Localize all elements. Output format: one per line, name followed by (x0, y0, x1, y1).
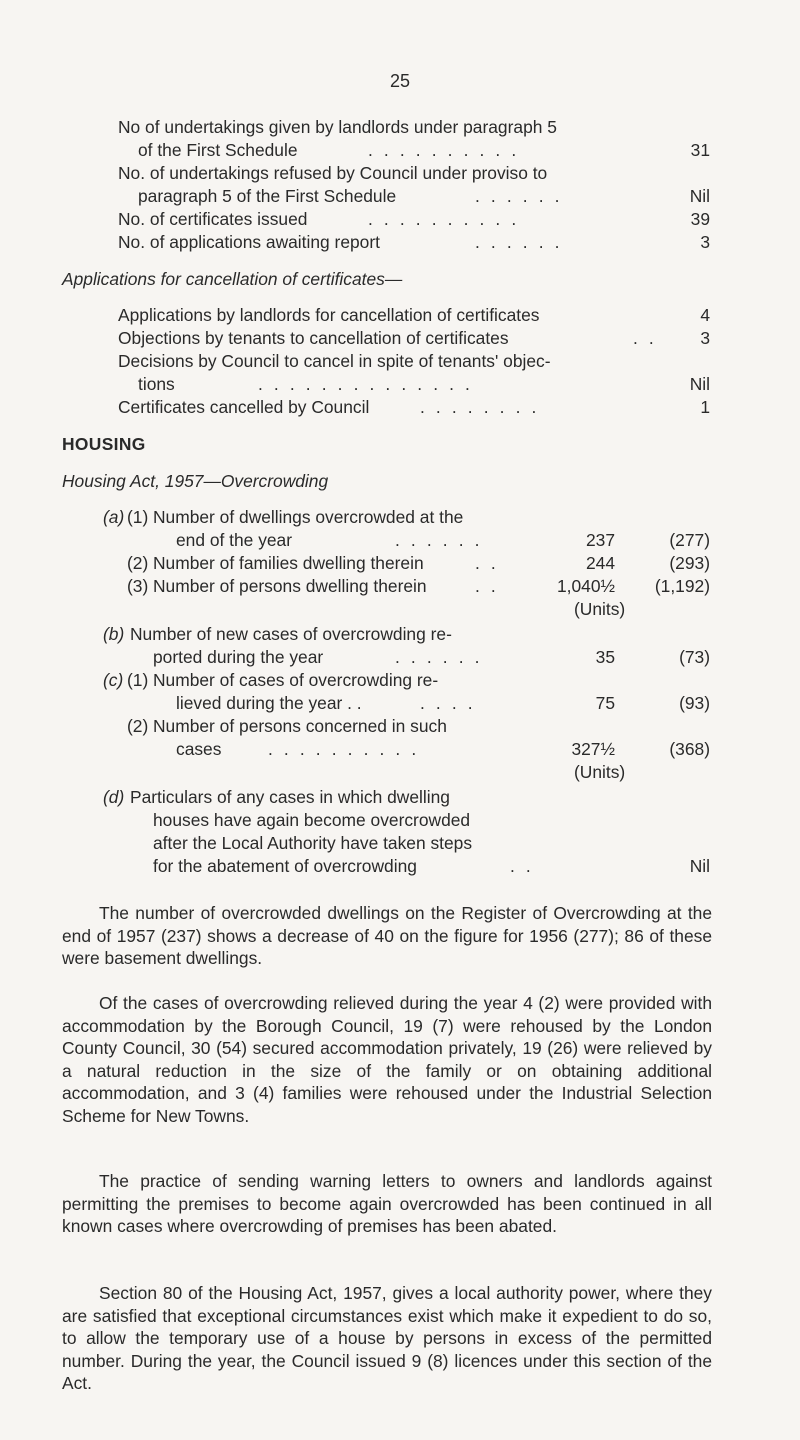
item-a1-value: 237 (585, 530, 615, 550)
paragraph: Section 80 of the Housing Act, 1957, gives a local authority power, where they are satisfied that exceptional circumstances exist which make it expedient to do so, to allow the temporary use of a house by persons in excess of the permitted number. During the year, the Council issued 9 (8) licences under this section of the Act. (62, 1283, 712, 1393)
item-c2-text-cont: cases (176, 739, 222, 759)
item-c1-number: (1) (127, 670, 149, 690)
undertakings-given-label-cont: of the First Schedule (138, 140, 298, 160)
cancellation-heading: Applications for cancellation of certificates— (62, 269, 403, 289)
housing-subheading: Housing Act, 1957—Overcrowding (62, 471, 329, 491)
item-b-label: (b) (103, 624, 125, 644)
applications-awaiting-label: No. of applications awaiting report (118, 232, 380, 252)
leader-dots: . . . . . . (395, 647, 483, 667)
leader-dots: . . (510, 856, 534, 876)
item-c2-value: 327½ (571, 739, 615, 759)
item-a1-label: Number of dwellings overcrowded at the (153, 507, 464, 527)
item-c-label: (c) (103, 670, 124, 690)
undertakings-given-value: 31 (690, 140, 710, 160)
leader-dots: . . (633, 328, 657, 348)
paragraph: The practice of sending warning letters to owners and landlords against permitting the premises to become again overcrowded has been continued in all known cases where overcrowding of premises has been abated. (62, 1171, 712, 1236)
item-a2-previous: (293) (669, 553, 710, 573)
item-c2-text: Number of persons concerned in such (153, 716, 447, 736)
item-a2-number: (2) (127, 553, 149, 573)
item-c1-value: 75 (595, 693, 615, 713)
item-a3-label: Number of persons dwelling therein (153, 576, 427, 596)
certificates-issued-label: No. of certificates issued (118, 209, 308, 229)
item-d-text-cont3: for the abatement of overcrowding (153, 856, 417, 876)
leader-dots: . . . . . . (395, 530, 483, 550)
tenant-objections-value: 3 (700, 328, 710, 348)
item-d-text-cont1: houses have again become overcrowded (153, 810, 471, 830)
tenant-objections-label: Objections by tenants to cancellation of certificates (118, 328, 509, 348)
leader-dots: . . . . (420, 693, 476, 713)
leader-dots: . . . . . . . . . . (368, 209, 520, 229)
certificates-cancelled-label: Certificates cancelled by Council (118, 397, 370, 417)
undertakings-given-label: No of undertakings given by landlords under paragraph 5 (118, 117, 557, 137)
item-a3-number: (3) (127, 576, 149, 596)
item-b-text-cont: ported during the year (153, 647, 324, 667)
certificates-issued-value: 39 (690, 209, 710, 229)
applications-awaiting-value: 3 (700, 232, 710, 252)
item-c1-text: Number of cases of overcrowding re- (153, 670, 439, 690)
cancel-applications-label: Applications by landlords for cancellation of certificates (118, 305, 540, 325)
leader-dots: . . . . . . . . . . (268, 739, 420, 759)
page-number: 25 (389, 71, 411, 91)
leader-dots: . . . . . . . . (420, 397, 540, 417)
undertakings-refused-label-cont: paragraph 5 of the First Schedule (138, 186, 397, 206)
paragraph: Of the cases of overcrowding relieved during the year 4 (2) were provided with accommodation by the Borough Council, 19 (7) were rehoused by the London County Council, 30 (54) secured accommodation privately, 19 (26) were relieved by a natural reduction in the size of the family or on obtaining additional accommodation, and 3 (4) families were rehoused under the Industrial Selection Scheme for New Towns. (62, 993, 712, 1126)
item-a1-number: (1) (127, 507, 149, 527)
item-b-previous: (73) (679, 647, 710, 667)
item-c1-previous: (93) (679, 693, 710, 713)
paragraph: The number of overcrowded dwellings on the Register of Overcrowding at the end of 1957 (237) shows a decrease of 40 on the figure for 1956 (277); 86 of these were basement dwellings. (62, 903, 712, 968)
leader-dots: . . . . . . (475, 186, 563, 206)
item-a1-label-cont: end of the year (176, 530, 293, 550)
item-c2-units: (Units) (574, 762, 626, 782)
council-decisions-label-cont: tions (138, 374, 175, 394)
item-a2-label: Number of families dwelling therein (153, 553, 424, 573)
undertakings-refused-value: Nil (689, 186, 710, 206)
item-d-value: Nil (689, 856, 710, 876)
housing-heading: HOUSING (62, 434, 146, 454)
undertakings-refused-label: No. of undertakings refused by Council under proviso to (118, 163, 548, 183)
item-b-value: 35 (595, 647, 615, 667)
council-decisions-value: Nil (689, 374, 710, 394)
item-c2-number: (2) (127, 716, 149, 736)
leader-dots: . . . . . . . . . . (368, 140, 520, 160)
item-a1-previous: (277) (669, 530, 710, 550)
item-c1-text-cont: lieved during the year . . (176, 693, 362, 713)
item-a3-previous: (1,192) (654, 576, 710, 596)
item-d-text-cont2: after the Local Authority have taken steps (153, 833, 473, 853)
cancel-applications-value: 4 (700, 305, 710, 325)
item-d-text: Particulars of any cases in which dwelling (130, 787, 450, 807)
leader-dots: . . . . . . (475, 232, 563, 252)
certificates-cancelled-value: 1 (700, 397, 710, 417)
item-b-text: Number of new cases of overcrowding re- (130, 624, 452, 644)
council-decisions-label: Decisions by Council to cancel in spite of tenants' objec- (118, 351, 551, 371)
leader-dots: . . (475, 576, 499, 596)
leader-dots: . . (475, 553, 499, 573)
leader-dots: . . . . . . . . . . . . . . (258, 374, 474, 394)
item-c2-previous: (368) (669, 739, 710, 759)
item-a-label: (a) (103, 507, 125, 527)
item-d-label: (d) (103, 787, 125, 807)
item-a3-value: 1,040½ (556, 576, 615, 596)
item-a3-units: (Units) (574, 599, 626, 619)
item-a2-value: 244 (585, 553, 615, 573)
